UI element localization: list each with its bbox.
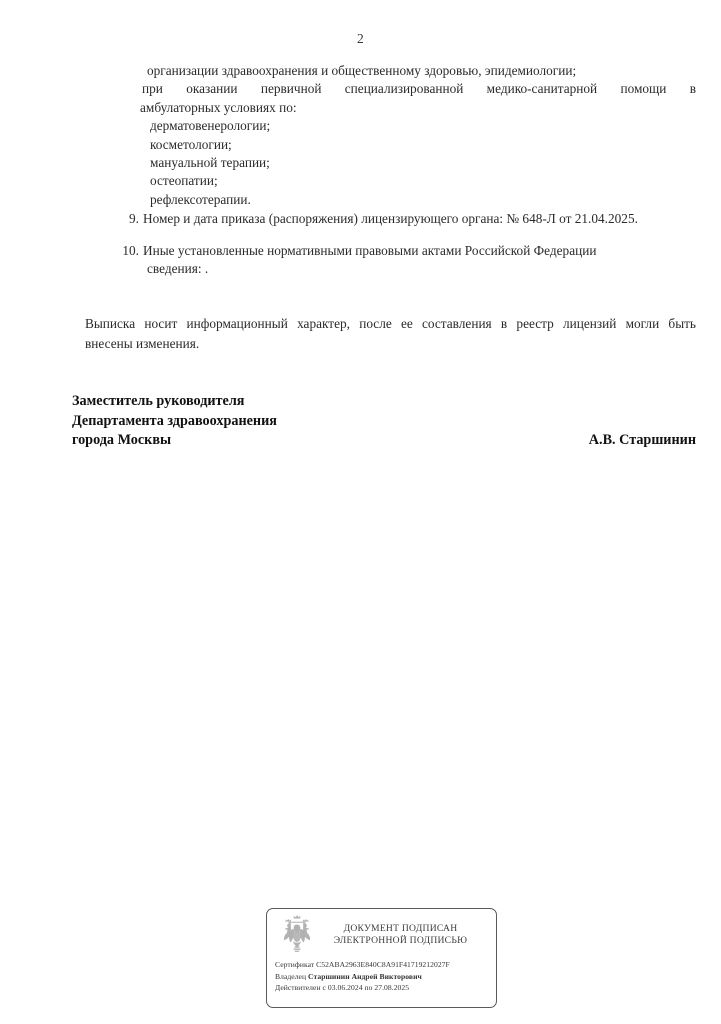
notice-line-1: Выписка носит информационный характер, после ее составления в реестр лицензий могли быть <box>85 316 696 331</box>
stamp-owner-label: Владелец <box>275 971 307 981</box>
electronic-signature-stamp <box>266 908 497 1008</box>
clause-10 <box>118 242 698 279</box>
body-text-block <box>140 62 696 209</box>
clause-9-number: 9. <box>129 211 139 226</box>
russian-coat-of-arms-eagle-icon <box>277 914 317 955</box>
body-line-organization: организации здравоохранения и общественному здоровью, эпидемиологии; <box>147 63 577 78</box>
stamp-owner-value: Старшинин Андрей Викторович <box>308 971 422 981</box>
list-item: дерматовенерологии; <box>150 118 271 134</box>
signatory-title-line-2: Департамента здравоохранения <box>72 412 277 429</box>
list-item: косметологии; <box>150 136 232 152</box>
stamp-certificate-value: C52ABA2963E840C8A91F41719212027F <box>316 960 450 969</box>
clause-9-text: Номер и дата приказа (распоряжения) лицензирующего органа: № 648-Л от 21.04.2025. <box>143 211 638 226</box>
clause-10-text: Иные установленные нормативными правовыми актами Российской Федерации <box>143 242 597 258</box>
stamp-details <box>267 957 496 994</box>
clause-10-number: 10. <box>122 242 139 258</box>
stamp-certificate-row <box>275 959 496 971</box>
signatory-title-name-row <box>72 431 696 451</box>
clause-10-continuation: сведения: . <box>147 261 209 277</box>
list-item: мануальной терапии; <box>150 155 270 171</box>
signatory-title-line-1: Заместитель руководителя <box>72 393 245 409</box>
signatory-name: А.В. Старшинин <box>588 432 696 448</box>
body-paragraph-ambulatory-line2: амбулаторных условиях по: <box>140 99 297 115</box>
stamp-heading-line-2: ЭЛЕКТРОННОЙ ПОДПИСЬЮ <box>333 934 468 946</box>
body-paragraph-ambulatory <box>140 80 696 117</box>
specialty-list <box>140 117 696 209</box>
signature-block <box>72 392 696 451</box>
signatory-title-line-3: города Москвы <box>72 432 172 448</box>
body-paragraph-ambulatory-line1: при оказании первичной специализированной медико-санитарной помощи в <box>142 81 696 97</box>
stamp-validity-row: Действителен с 03.06.2024 по 27.08.2025 <box>275 983 410 993</box>
numbered-clauses <box>118 210 698 292</box>
notice-line-2: внесены изменения. <box>85 336 200 351</box>
clause-9 <box>118 210 698 229</box>
stamp-heading-line-1: ДОКУМЕНТ ПОДПИСАН <box>343 922 458 934</box>
list-item: рефлексотерапии. <box>150 191 251 207</box>
stamp-heading <box>317 923 488 946</box>
stamp-header <box>267 909 496 956</box>
list-item: остеопатии; <box>150 173 218 189</box>
informational-notice <box>85 314 696 354</box>
stamp-owner-row <box>275 971 496 983</box>
page-number: 2 <box>357 31 364 46</box>
stamp-certificate-label: Сертификат <box>275 960 315 969</box>
